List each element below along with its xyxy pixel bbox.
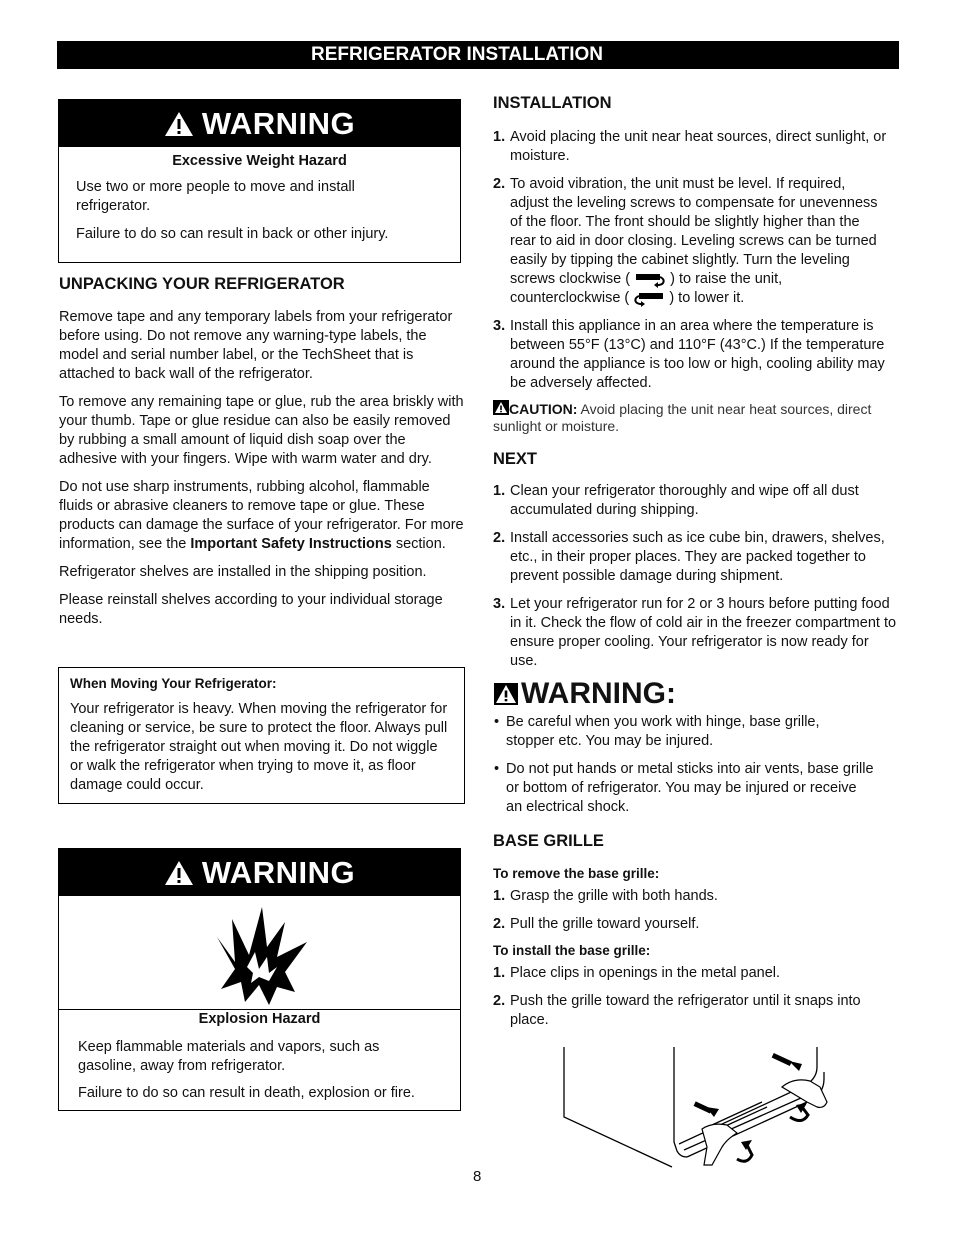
item-text: Install this appliance in an area where the temperature is between 55°F (13°C) and 110°F (43°C.) If the temperature around the appliance is too low or high, cooling ability may be adversely affected.	[510, 318, 885, 391]
item-text: Clean your refrigerator thoroughly and wipe off all dust accumulated during shipping.	[510, 483, 859, 518]
item-number: 1.	[493, 965, 506, 981]
item-text: Install accessories such as ice cube bin, drawers, shelves, etc., in their proper places. They are packed together to prevent possible damage during shipment.	[510, 530, 885, 584]
bullet-mark: •	[494, 714, 500, 730]
item-text: Grasp the grille with both hands.	[510, 888, 718, 904]
list-item	[493, 529, 898, 586]
paragraph: To remove any remaining tape or glue, rub the area briskly with your thumb. Tape or glue residue can also be easily removed by rubbing a small amount of liquid dish soap over the adhesive with your fingers. Wipe with warm water and dry.	[59, 394, 464, 467]
list-item	[493, 482, 898, 520]
bullet-text: Be careful when you work with hinge, base grille, stopper etc. You may be injured.	[506, 714, 820, 749]
caution-triangle-icon	[493, 400, 509, 415]
text-run: ) to lower it.	[665, 290, 745, 306]
page-number: 8	[473, 1168, 482, 1185]
bullet-item	[494, 713, 894, 751]
clockwise-arrow-icon	[634, 270, 666, 288]
caution-note	[493, 401, 898, 435]
list-item	[493, 595, 898, 671]
warning-title: WARNING	[201, 105, 356, 141]
next-list	[493, 482, 898, 671]
item-number: 3.	[493, 318, 506, 334]
counterclockwise-arrow-icon	[633, 289, 665, 307]
paragraph: Please reinstall shelves according to your individual storage needs.	[59, 592, 443, 627]
installation-list	[493, 128, 898, 435]
item-number: 2.	[493, 530, 506, 546]
item-number: 1.	[493, 483, 506, 499]
caution-text: Avoid placing the unit near heat sources, direct sunlight or moisture.	[493, 401, 872, 434]
next-heading: NEXT	[493, 450, 538, 468]
warning-title: WARNING:	[521, 677, 676, 710]
item-number: 1.	[493, 129, 506, 145]
list-item	[493, 175, 898, 308]
base-grille-instructions	[493, 866, 893, 1030]
warning-header	[59, 849, 460, 896]
bullet-item	[494, 760, 894, 817]
warning-triangle-icon	[164, 860, 194, 886]
item-text: Avoid placing the unit near heat sources, direct sunlight, or moisture.	[510, 129, 887, 164]
item-text: Place clips in openings in the metal panel.	[510, 965, 781, 981]
warning-line: Keep flammable materials and vapors, such as gasoline, away from refrigerator.	[78, 1039, 380, 1074]
text-run: Do not use sharp instruments, rubbing alcohol, flammable fluids or abrasive cleaners to remove tape or glue. These products can damage the surface of your refrigerator. For more information, see the	[59, 479, 464, 552]
warning-title: WARNING	[201, 854, 356, 890]
item-text: Let your refrigerator run for 2 or 3 hours before putting food in it. Check the flow of cold air in the freezer compartment to ensure proper cooling. Your refrigerator is now ready for use.	[510, 596, 897, 669]
warning-line: Failure to do so can result in death, explosion or fire.	[78, 1085, 415, 1101]
text-run: section.	[391, 536, 446, 552]
list-item	[493, 128, 898, 166]
moving-note-box	[58, 667, 465, 804]
warning-triangle-icon	[164, 111, 194, 137]
bullet-mark: •	[494, 761, 500, 777]
warning-header	[59, 100, 460, 147]
section-banner: REFRIGERATOR INSTALLATION	[57, 41, 899, 69]
warning-line: Use two or more people to move and install refrigerator.	[76, 179, 355, 214]
bullet-text: Do not put hands or metal sticks into air vents, base grille or bottom of refrigerator. You may be injured or receive an electrical shock.	[506, 761, 874, 815]
base-grille-heading: BASE GRILLE	[493, 832, 604, 850]
paragraph	[59, 478, 467, 554]
item-number: 2.	[493, 916, 506, 932]
base-grille-illustration	[562, 1047, 832, 1169]
list-item	[493, 992, 893, 1030]
text-run: To avoid vibration, the unit must be level. If required, adjust the leveling screws to compensate for unevenness of the floor. The front should be slightly higher than the rear to aid in door closing. Leveling screws can be turned easily by tipping the cabinet slightly. Turn the leveling screws clockwise (	[510, 176, 878, 287]
caution-label: CAUTION:	[509, 401, 578, 417]
warning-triangle-icon	[494, 683, 518, 705]
hazard-title: Excessive Weight Hazard	[172, 153, 347, 169]
install-grille-title: To install the base grille:	[493, 943, 651, 958]
remove-grille-title: To remove the base grille:	[493, 866, 660, 881]
safety-instructions-reference: Important Safety Instructions	[190, 536, 392, 552]
item-number: 1.	[493, 888, 506, 904]
paragraph: Remove tape and any temporary labels from your refrigerator before using. Do not remove any warning-type labels, the model and serial number label, or the TechSheet that is attached to back wall of the refrigerator.	[59, 309, 453, 382]
installation-heading: INSTALLATION	[493, 94, 612, 112]
moving-note-title: When Moving Your Refrigerator:	[70, 676, 277, 691]
item-text: Push the grille toward the refrigerator until it snaps into place.	[510, 993, 861, 1028]
list-item	[493, 964, 893, 983]
warning-line: Failure to do so can result in back or other injury.	[76, 226, 389, 242]
warning-notice	[494, 677, 676, 711]
moving-note-text: Your refrigerator is heavy. When moving the refrigerator for cleaning or service, be sure to protect the floor. Always pull the refrigerator straight out when moving it. Do not wiggle or walk the refrigerator when trying to move it, as floor damage could occur.	[70, 701, 448, 793]
item-number: 2.	[493, 176, 506, 192]
list-item	[493, 317, 898, 393]
warning-bullets	[494, 713, 894, 817]
warning-box-weight	[58, 99, 461, 263]
divider	[59, 1009, 460, 1010]
item-number: 2.	[493, 993, 506, 1009]
warning-box-explosion	[58, 848, 461, 1111]
unpacking-text	[59, 308, 479, 629]
item-text	[510, 175, 880, 308]
paragraph: Refrigerator shelves are installed in the shipping position.	[59, 564, 427, 580]
hazard-title: Explosion Hazard	[198, 1011, 321, 1027]
item-text: Pull the grille toward yourself.	[510, 916, 700, 932]
list-item	[493, 915, 893, 934]
text-run: ) to raise the unit, counterclockwise (	[510, 271, 783, 306]
unpacking-heading: UNPACKING YOUR REFRIGERATOR	[59, 275, 345, 293]
explosion-icon	[207, 907, 317, 1007]
item-number: 3.	[493, 596, 506, 612]
list-item	[493, 887, 893, 906]
